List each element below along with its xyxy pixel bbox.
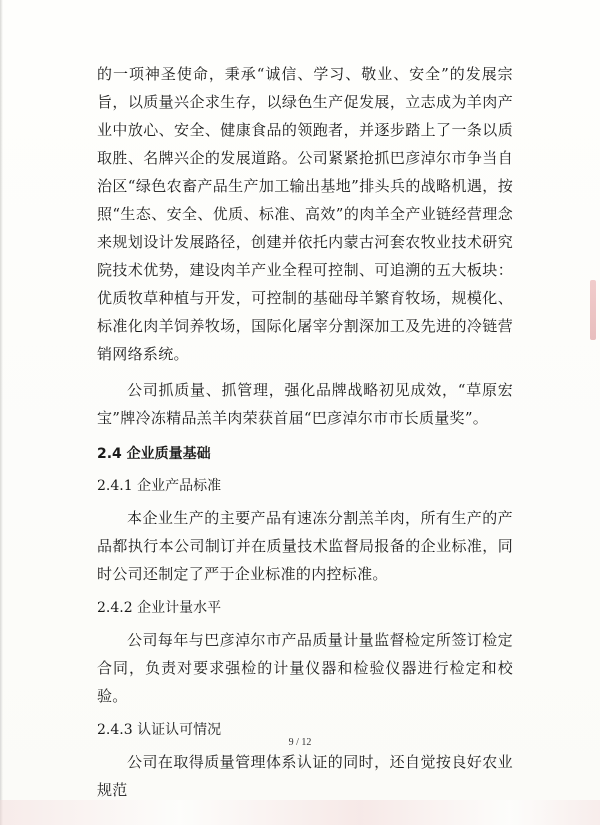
subsection-heading: 2.4.3 认证认可情况 <box>97 722 222 738</box>
subsection-text: 本企业生产的主要产品有速冻分割羔羊肉，所有生产的产品都执行本公司制订并在质量技术监督局报备的企业标准，同时公司还制定了严于企业标准的内控标准。 <box>97 509 513 583</box>
red-stamp-fragment <box>590 280 596 340</box>
page-number: 9 / 12 <box>288 737 312 748</box>
subsection-heading: 2.4.2 企业计量水平 <box>97 600 222 616</box>
subsection-heading: 2.4.1 企业产品标准 <box>97 478 222 494</box>
section-heading: 2.4 企业质量基础 <box>97 446 211 462</box>
body-paragraph-continued: 的一项神圣使命，秉承“诚信、学习、敬业、安全”的发展宗旨，以质量兴企求生存，以绿色生产促发展，立志成为羊肉产业中放心、安全、健康食品的领跑者，并逐步踏上了一条以质取胜、名牌兴企的发展道路。公司紧紧抢抓巴彦淖尔市争当自治区“绿色农畜产品生产加工输出基地”排头兵的战略机遇，按照“生态、安全、优质、标准、高效”的肉羊全产业链经营理念来规划设计发展路径，创建并依托内蒙古河套农牧业技术研究院技术优势，建设肉羊产业全程可控制、可追溯的五大板块：优质牧草种植与开发，可控制的基础母羊繁育牧场，规模化、标准化肉羊饲养牧场，国际化屠宰分割深加工及先进的冷链营销网络系统。 <box>97 65 513 363</box>
document-body <box>97 60 513 804</box>
scan-bottom-artifact <box>0 800 600 825</box>
scan-edge-shadow <box>0 0 3 825</box>
subsection-text: 公司每年与巴彦淖尔市产品质量计量监督检定所签订检定合同，负责对要求强检的计量仪器和检验仪器进行检定和校验。 <box>97 631 513 705</box>
subsection-text: 公司在取得质量管理体系认证的同时，还自觉按良好农业规范 <box>97 753 513 799</box>
body-paragraph: 公司抓质量、抓管理，强化品牌战略初见成效，“草原宏宝”牌冷冻精品羔羊肉荣获首届“巴彦淖尔市市长质量奖”。 <box>97 381 513 427</box>
